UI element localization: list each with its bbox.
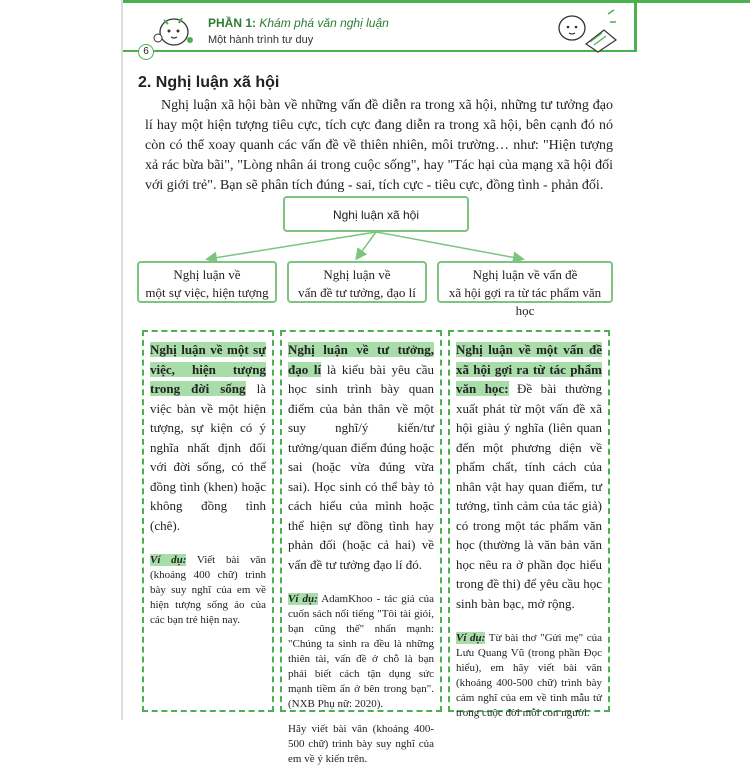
column-text: là kiểu bài yêu cầu học sinh trình bày quan điểm của bản thân về một suy nghĩ/ý kiến/tư tưởng/quan điểm đúng hoặc sai (hoặc vừa đúng vừa sai). Học sinh có thể bày tỏ cách hiểu của mình hoặc thể hiện sự đồng tình hay phản đối (hoặc cả hai) về vấn đề tư tưởng đạo lí đó. xyxy=(288,361,434,572)
column-text: là việc bàn về một hiện tượng, sự kiện có ý nghĩa nhất định đối với đời sống, có thể đồng tình (khen) hoặc không đồng tình (chê). xyxy=(150,381,266,533)
diagram-child-line: vấn đề tư tưởng, đạo lí xyxy=(298,285,416,300)
column-body xyxy=(456,340,602,613)
diagram-child-line: một sự việc, hiện tượng xyxy=(145,285,269,300)
column-highlight: Nghị luận về một sự việc, hiện tượng trong đời sống xyxy=(150,342,266,396)
column-body xyxy=(288,340,434,574)
page-number: 6 xyxy=(138,44,154,60)
example-text: Từ bài thơ "Gửi mẹ" của Lưu Quang Vũ (trong phần Đọc hiểu), em hãy viết bài văn (khoảng 400-500 chữ) trình bày cảm nghĩ của em về tình mẫu tử trong cuộc đời mỗi con người. xyxy=(456,632,602,719)
example-label: Ví dụ: xyxy=(456,632,486,644)
column-event xyxy=(142,330,274,712)
diagram-root: Nghị luận xã hội xyxy=(283,196,469,232)
example-text: AdamKhoo - tác giả của cuốn sách nổi tiếng "Tôi tài giỏi, bạn cũng thế" nhấn mạnh: "Chúng ta sinh ra đều là những thiên tài, vấn đề ở chỗ là bạn phải biết cách tận dụng sức mạnh tiềm ẩn ở bên trong bạn". (NXB Phụ nữ: 2020). xyxy=(288,593,434,710)
column-example xyxy=(288,592,434,712)
column-example xyxy=(150,553,266,628)
diagram-child-line: Nghị luận về xyxy=(323,267,391,282)
diagram-child-line: xã hội gợi ra từ tác phẩm văn học xyxy=(448,285,602,318)
column-example xyxy=(456,631,602,721)
diagram-child-line: Nghị luận về xyxy=(173,267,241,282)
column-body xyxy=(150,340,266,535)
diagram-child-line: Nghị luận về vấn đề xyxy=(472,267,578,282)
diagram-child-event xyxy=(137,261,277,303)
example-label: Ví dụ: xyxy=(150,554,187,566)
column-highlight: Nghị luận về một vấn đề xã hội gợi ra từ tác phẩm văn học: xyxy=(456,342,602,396)
column-literature xyxy=(448,330,610,719)
column-text: Đề bài thường xuất phát từ một vấn đề xã hội giàu ý nghĩa (liên quan đến một phương diện về phẩm chất, tính cách của nhân vật hay quan điểm, tư tưởng, tình cảm của tác giả) có trong một tác phẩm văn học (thường là văn bản văn học nêu ra ở phần đọc hiểu trong đề thi) để yêu cầu học sinh bàn bạc, mở rộng. xyxy=(456,381,602,611)
intro-paragraph: Nghị luận xã hội bàn về những vấn đề diễn ra trong xã hội, những tư tưởng đạo lí hay một hiện tượng tiêu cực, tích cực đang diễn ra trong xã hội, bên cạnh đó nó còn có thể xoay quanh các vấn đề về thiên nhiên, môi trường… như: "Hiện tượng xả rác bừa bãi", "Lòng nhân ái trong cuộc sống", hay "Tác hại của mạng xã hội đối với giới trẻ". Bạn sẽ phân tích đúng - sai, tích cực - tiêu cực, đồng tình - phản đối. xyxy=(145,98,613,193)
page-spine xyxy=(121,0,123,720)
header-right-bar xyxy=(634,0,637,52)
header-top-rule xyxy=(122,0,750,3)
section-title: 2. Nghị luận xã hội xyxy=(138,74,280,91)
mascot-reading-icon xyxy=(550,6,620,54)
diagram-child-ideology xyxy=(287,261,427,303)
part-label: PHẦN 1: xyxy=(208,16,257,30)
diagram-child-literature xyxy=(437,261,613,318)
example-label: Ví dụ: xyxy=(288,593,318,605)
column-highlight: Nghị luận về tư tưởng, đạo lí xyxy=(288,342,434,377)
part-subtitle: Một hành trình tư duy xyxy=(208,34,314,46)
part-title xyxy=(208,16,389,30)
example-note: Hãy viết bài văn (khoảng 400-500 chữ) trình bày suy nghĩ của em về ý kiến trên. xyxy=(288,723,434,765)
part-name: Khám phá văn nghị luận xyxy=(259,16,389,30)
example-text: Viết bài văn (khoảng 400 chữ) trình bày suy nghĩ của em về hiện tượng sống ảo của các bạn trẻ hiện nay. xyxy=(150,554,266,626)
mascot-icon-left xyxy=(150,8,196,50)
column-ideology xyxy=(280,330,442,765)
